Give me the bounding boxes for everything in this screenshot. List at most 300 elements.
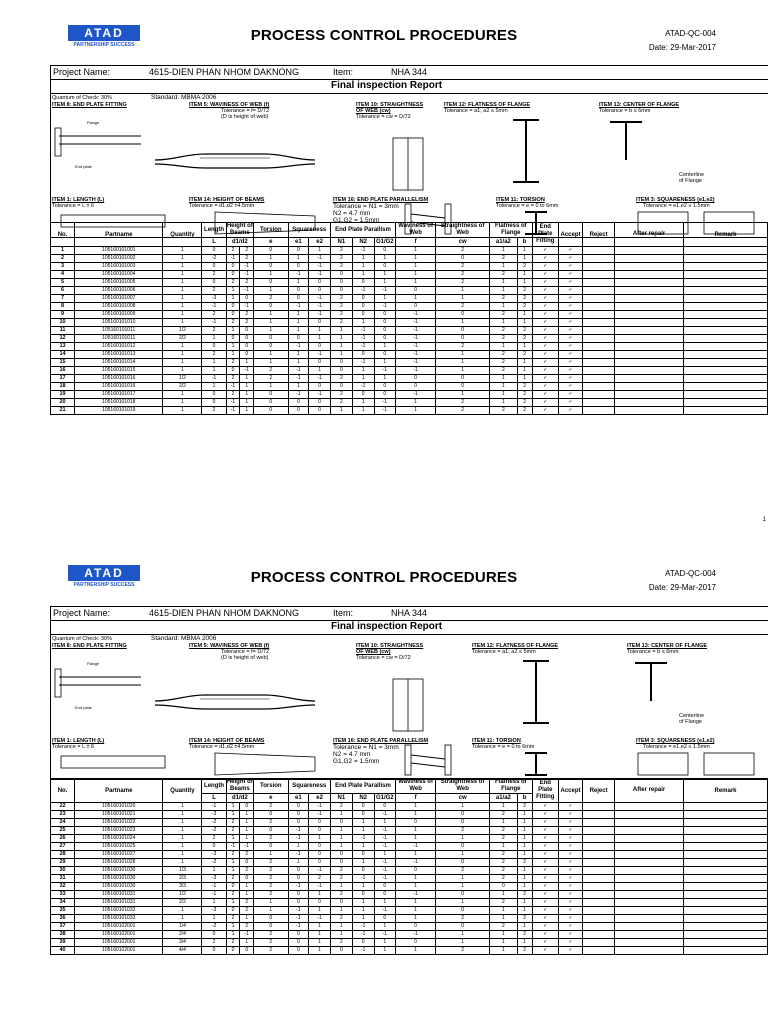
cell-value: -1 xyxy=(396,367,436,375)
cell-value: -1 xyxy=(374,287,395,295)
cell-value: 1 xyxy=(330,907,352,915)
cell-value: ✓ xyxy=(558,923,582,931)
cell-value: 1 xyxy=(517,867,532,875)
cell-value: 1 xyxy=(163,311,202,319)
cell-value: 1 xyxy=(374,271,395,279)
cell-value: -1 xyxy=(309,311,331,319)
cell-value: 4/4 xyxy=(163,947,202,955)
cell-value: 1 xyxy=(309,907,331,915)
cell-value: 0 xyxy=(309,859,331,867)
item16-tol1: Tolerance = N1 = 3mm xyxy=(333,744,399,751)
item3-tol: Tolerance = e1,e2 ≤ 1.5mm xyxy=(643,203,710,209)
cell-value: ✓ xyxy=(532,383,558,391)
part-name: 105160101007 xyxy=(75,295,163,303)
col-endplate: End Plate Parallism xyxy=(330,779,395,794)
cell-value: 0 xyxy=(240,343,254,351)
cell-value: -1 xyxy=(309,295,331,303)
cell-value: 1 xyxy=(517,319,532,327)
flange-label: Flange xyxy=(87,661,100,666)
cell-value: 1 xyxy=(396,255,436,263)
cell-value: 0 xyxy=(309,287,331,295)
cell-value: 0 xyxy=(330,819,352,827)
cell-value: 1 xyxy=(517,827,532,835)
cell-value: ✓ xyxy=(532,907,558,915)
cell-value: ✓ xyxy=(558,867,582,875)
cell-value: 1 xyxy=(517,907,532,915)
cell-value: ✓ xyxy=(558,407,582,415)
cell-value: 1 xyxy=(163,859,202,867)
empty-cell xyxy=(583,859,615,867)
part-name: 105160101010 xyxy=(75,319,163,327)
beam-height-diagram xyxy=(211,751,321,777)
cell-value: 2 xyxy=(490,811,518,819)
part-name: 105160101016 xyxy=(75,375,163,383)
i-beam-icon xyxy=(521,657,551,727)
cell-value: 2 xyxy=(517,891,532,899)
item-label: Item: xyxy=(333,608,354,618)
part-name: 105160102001 xyxy=(75,947,163,955)
empty-cell xyxy=(615,907,684,915)
cell-value: ✓ xyxy=(558,263,582,271)
cell-value: 2 xyxy=(202,327,226,335)
empty-cell xyxy=(583,367,615,375)
item16-title: ITEM 16: END PLATE PARALLELISM xyxy=(333,738,429,744)
item11-title: ITEM 11: TORSION xyxy=(472,738,521,744)
table-row xyxy=(51,319,768,327)
table-row xyxy=(51,939,768,947)
quantum-text: Quantum of Check: 30% xyxy=(52,636,112,642)
part-name: 105160101006 xyxy=(75,287,163,295)
cell-value: 0 xyxy=(240,803,254,811)
table-row xyxy=(51,835,768,843)
cell-value: 2 xyxy=(490,899,518,907)
cell-value: 0 xyxy=(309,843,331,851)
empty-cell xyxy=(583,835,615,843)
item11-tol: Tolerance = e = 0 to 6mm xyxy=(472,744,535,750)
cell-value: 2 xyxy=(226,375,240,383)
cell-value: 1 xyxy=(288,327,309,335)
cell-value: 1 xyxy=(396,263,436,271)
cell-value: 1/2 xyxy=(163,327,202,335)
cell-value: 0 xyxy=(288,247,309,255)
cell-value: -1 xyxy=(226,399,240,407)
sub-d: d1/d2 xyxy=(226,238,254,247)
cell-value: 0 xyxy=(309,279,331,287)
cell-value: 0 xyxy=(352,295,374,303)
cell-value: 2 xyxy=(240,247,254,255)
cell-value: -1 xyxy=(352,327,374,335)
cell-value: 1 xyxy=(396,827,436,835)
cell-value: 0 xyxy=(330,383,352,391)
cell-value: 1 xyxy=(352,375,374,383)
cell-value: 1 xyxy=(240,811,254,819)
cell-value: 1 xyxy=(396,295,436,303)
cell-value: 2/2 xyxy=(163,383,202,391)
table-row xyxy=(51,399,768,407)
item3-tol: Tolerance = e1,e2 ≤ 1.5mm xyxy=(643,744,710,750)
cell-value: 0 xyxy=(288,939,309,947)
item16-tol2: N2 = 4.7 mm xyxy=(333,751,371,758)
cell-value: 2 xyxy=(254,295,288,303)
cell-value: 1 xyxy=(163,359,202,367)
cell-value: -1 xyxy=(288,271,309,279)
empty-cell xyxy=(583,319,615,327)
row-number: 3 xyxy=(51,263,75,271)
empty-cell xyxy=(684,843,768,851)
cell-value: 0 xyxy=(352,811,374,819)
row-number: 5 xyxy=(51,279,75,287)
cell-value: ✓ xyxy=(532,375,558,383)
cell-value: 3/3 xyxy=(163,883,202,891)
cell-value: 0 xyxy=(374,803,395,811)
cell-value: -1 xyxy=(396,343,436,351)
cell-value: ✓ xyxy=(558,335,582,343)
part-name: 105160101023 xyxy=(75,827,163,835)
table-row xyxy=(51,843,768,851)
cell-value: 0 xyxy=(226,367,240,375)
cell-value: 2 xyxy=(330,867,352,875)
part-name: 105160101017 xyxy=(75,391,163,399)
sub-e: e xyxy=(254,238,288,247)
cell-value: ✓ xyxy=(532,399,558,407)
cell-value: 2 xyxy=(490,351,518,359)
empty-cell xyxy=(615,271,684,279)
centerline-label: Centerline xyxy=(679,713,705,719)
cell-value: 1 xyxy=(202,359,226,367)
cell-value: -1 xyxy=(352,875,374,883)
cell-value: 0 xyxy=(226,271,240,279)
empty-cell xyxy=(583,923,615,931)
cell-value: 1 xyxy=(330,327,352,335)
cell-value: 2 xyxy=(254,883,288,891)
cell-value: ✓ xyxy=(532,303,558,311)
sub-e2: e2 xyxy=(309,794,331,803)
item3-title: ITEM 3: SQUARENESS (e1,e2) xyxy=(636,197,715,203)
center-flange-diagram xyxy=(631,657,671,705)
cell-value: -1 xyxy=(288,343,309,351)
cell-value: ✓ xyxy=(558,819,582,827)
cell-value: 1 xyxy=(352,271,374,279)
cell-value: 0 xyxy=(374,391,395,399)
item10-tol: Tolerance = cw = D/72 xyxy=(356,114,411,120)
cell-value: 2 xyxy=(490,835,518,843)
empty-cell xyxy=(615,851,684,859)
cell-value: 0 xyxy=(288,295,309,303)
cell-value: 1 xyxy=(396,875,436,883)
cell-value: ✓ xyxy=(532,923,558,931)
item13-title: ITEM 13: CENTER OF FLANGE xyxy=(599,102,680,108)
cell-value: 2 xyxy=(240,851,254,859)
row-number: 19 xyxy=(51,391,75,399)
item5-tol: Tolerance = f= D/72 xyxy=(221,108,270,114)
col-remark: Remark xyxy=(684,223,768,247)
cell-value: 1 xyxy=(226,351,240,359)
cell-value: 1 xyxy=(396,271,436,279)
cell-value: 2 xyxy=(517,931,532,939)
cell-value: 1 xyxy=(163,271,202,279)
cell-value: 0 xyxy=(202,947,226,955)
cell-value: 2 xyxy=(436,915,490,923)
table-row xyxy=(51,391,768,399)
part-name: 105160101013 xyxy=(75,351,163,359)
table-row xyxy=(51,247,768,255)
cell-value: -1 xyxy=(396,891,436,899)
cell-value: 0 xyxy=(396,375,436,383)
cell-value: 2 xyxy=(254,375,288,383)
part-name: 105160101004 xyxy=(75,271,163,279)
cell-value: 1 xyxy=(396,899,436,907)
cell-value: 1 xyxy=(490,915,518,923)
cell-value: 0 xyxy=(309,399,331,407)
empty-cell xyxy=(615,899,684,907)
cell-value: 1 xyxy=(240,383,254,391)
empty-cell xyxy=(684,915,768,923)
logo-name: ATAD xyxy=(68,565,140,581)
cell-value: 2 xyxy=(490,875,518,883)
cell-value: 1 xyxy=(163,819,202,827)
table-row xyxy=(51,907,768,915)
empty-cell xyxy=(583,271,615,279)
cell-value: ✓ xyxy=(532,947,558,955)
cell-value: 1 xyxy=(490,819,518,827)
item10-tol: Tolerance = cw = D/72 xyxy=(356,655,411,661)
empty-cell xyxy=(583,303,615,311)
cell-value: ✓ xyxy=(558,271,582,279)
cell-value: 0 xyxy=(288,335,309,343)
cell-value: 2 xyxy=(330,939,352,947)
cell-value: 0 xyxy=(436,907,490,915)
item11-title: ITEM 11: TORSION xyxy=(496,197,545,203)
cell-value: ✓ xyxy=(558,811,582,819)
cell-value: 1 xyxy=(352,827,374,835)
row-number: 28 xyxy=(51,851,75,859)
cell-value: 1 xyxy=(163,843,202,851)
empty-cell xyxy=(684,303,768,311)
cell-value: 2 xyxy=(330,263,352,271)
table-row xyxy=(51,295,768,303)
sub-cw: cw xyxy=(436,794,490,803)
cell-value: 1 xyxy=(309,335,331,343)
empty-cell xyxy=(615,295,684,303)
cell-value: -1 xyxy=(352,931,374,939)
project-name: 4615-DIEN PHAN NHOM DAKNONG xyxy=(149,67,300,77)
project-row xyxy=(51,66,768,80)
table-row xyxy=(51,819,768,827)
cell-value: ✓ xyxy=(532,263,558,271)
empty-cell xyxy=(615,803,684,811)
cell-value: 0 xyxy=(309,319,331,327)
empty-cell xyxy=(615,947,684,955)
cell-value: -2 xyxy=(202,255,226,263)
cell-value: 1 xyxy=(330,923,352,931)
table-row xyxy=(51,359,768,367)
cell-value: ✓ xyxy=(532,859,558,867)
empty-cell xyxy=(615,367,684,375)
sub-d: d1/d2 xyxy=(226,794,254,803)
cell-value: 1 xyxy=(254,311,288,319)
cell-value: ✓ xyxy=(532,851,558,859)
cell-value: 0 xyxy=(202,391,226,399)
cell-value: 0 xyxy=(374,335,395,343)
report-frame xyxy=(50,65,768,238)
cell-value: -3 xyxy=(202,811,226,819)
cell-value: 0 xyxy=(288,819,309,827)
cell-value: 1 xyxy=(309,247,331,255)
cell-value: 0 xyxy=(374,327,395,335)
cell-value: 1 xyxy=(240,391,254,399)
empty-cell xyxy=(684,311,768,319)
cell-value: 0 xyxy=(330,271,352,279)
cell-value: 0 xyxy=(254,335,288,343)
table-row xyxy=(51,859,768,867)
doc-info xyxy=(649,27,716,55)
cell-value: ✓ xyxy=(558,931,582,939)
cell-value: 0 xyxy=(352,303,374,311)
cell-value: -1 xyxy=(309,867,331,875)
cell-value: 3/4 xyxy=(163,939,202,947)
cell-value: 1 xyxy=(163,851,202,859)
doc-date: Date: 29-Mar-2017 xyxy=(648,583,716,592)
col-squareness: Squareness xyxy=(288,779,330,794)
cell-value: 1 xyxy=(490,907,518,915)
row-number: 2 xyxy=(51,255,75,263)
cell-value: 1 xyxy=(517,939,532,947)
col-flatness: Flatness of Flange xyxy=(490,223,532,238)
project-label: Project Name: xyxy=(53,608,111,618)
cell-value: 1 xyxy=(240,399,254,407)
cell-value: -1 xyxy=(288,915,309,923)
cell-value: 0 xyxy=(352,891,374,899)
row-number: 30 xyxy=(51,867,75,875)
table-row xyxy=(51,271,768,279)
cell-value: ✓ xyxy=(558,391,582,399)
empty-cell xyxy=(684,319,768,327)
cell-value: 1 xyxy=(490,843,518,851)
part-name: 105160101012 xyxy=(75,343,163,351)
cell-value: 1 xyxy=(517,875,532,883)
item12-tol: Tolerance = a1, a2 ≤ 5mm xyxy=(472,649,536,655)
cell-value: 1 xyxy=(288,279,309,287)
table-row xyxy=(51,827,768,835)
cell-value: -3 xyxy=(202,875,226,883)
centerline-label: Centerline xyxy=(679,172,705,178)
col-accept: Accept xyxy=(558,223,582,247)
cell-value: 1 xyxy=(288,319,309,327)
cell-value: 0 xyxy=(254,391,288,399)
cell-value: 0 xyxy=(254,923,288,931)
cell-value: ✓ xyxy=(532,843,558,851)
cell-value: 1 xyxy=(490,375,518,383)
cell-value: 1 xyxy=(490,383,518,391)
empty-cell xyxy=(615,335,684,343)
cell-value: ✓ xyxy=(558,287,582,295)
item12-tol: Tolerance = a1, a2 ≤ 5mm xyxy=(444,108,508,114)
item11-tol: Tolerance = e = 0 to 6mm xyxy=(496,203,559,209)
cell-value: 2 xyxy=(330,295,352,303)
cell-value: 1 xyxy=(254,327,288,335)
empty-cell xyxy=(583,947,615,955)
empty-cell xyxy=(615,883,684,891)
cell-value: 2 xyxy=(436,399,490,407)
item14-tol: Tolerance = d1,d2 ±4.5mm xyxy=(189,744,255,750)
project-label: Project Name: xyxy=(53,67,111,77)
cell-value: 1 xyxy=(288,383,309,391)
doc-date: Date: 29-Mar-2017 xyxy=(648,43,716,52)
col-fitting: End Plate Fitting xyxy=(532,779,558,803)
cell-value: 1 xyxy=(163,255,202,263)
empty-cell xyxy=(583,907,615,915)
cell-value: ✓ xyxy=(558,947,582,955)
cell-value: 0 xyxy=(352,351,374,359)
cell-value: -1 xyxy=(396,311,436,319)
cell-value: 1 xyxy=(490,939,518,947)
cell-value: ✓ xyxy=(532,875,558,883)
cell-value: -1 xyxy=(288,835,309,843)
cell-value: 1 xyxy=(202,899,226,907)
page-title: PROCESS CONTROL PROCEDURES xyxy=(250,569,518,586)
cell-value: 2 xyxy=(517,391,532,399)
empty-cell xyxy=(583,375,615,383)
item13-tol: Tolerance = b ≤ 6mm xyxy=(599,108,651,114)
cell-value: 0 xyxy=(240,327,254,335)
sub-n1: N1 xyxy=(330,238,352,247)
sub-n2: N2 xyxy=(352,794,374,803)
cell-value: -1 xyxy=(352,359,374,367)
cell-value: 0 xyxy=(226,303,240,311)
cell-value: 0 xyxy=(288,891,309,899)
cell-value: 1 xyxy=(202,867,226,875)
cell-value: 1 xyxy=(163,303,202,311)
cell-value: 1 xyxy=(374,819,395,827)
cell-value: -1 xyxy=(240,303,254,311)
cell-value: 0 xyxy=(202,247,226,255)
cell-value: -1 xyxy=(202,883,226,891)
cell-value: 1 xyxy=(374,851,395,859)
cell-value: 0 xyxy=(352,311,374,319)
cell-value: ✓ xyxy=(558,851,582,859)
cell-value: 1 xyxy=(330,835,352,843)
part-name: 105160101011 xyxy=(75,335,163,343)
empty-cell xyxy=(684,859,768,867)
empty-cell xyxy=(684,851,768,859)
cell-value: -1 xyxy=(202,891,226,899)
empty-cell xyxy=(615,351,684,359)
table-row xyxy=(51,883,768,891)
empty-cell xyxy=(684,835,768,843)
empty-cell xyxy=(684,287,768,295)
cell-value: 2 xyxy=(240,867,254,875)
cell-value: -1 xyxy=(288,883,309,891)
cell-value: 2 xyxy=(240,907,254,915)
cell-value: ✓ xyxy=(532,271,558,279)
item16-title: ITEM 16: END PLATE PARALLELISM xyxy=(333,197,429,203)
cell-value: ✓ xyxy=(558,247,582,255)
empty-cell xyxy=(684,811,768,819)
cell-value: 0 xyxy=(288,867,309,875)
empty-cell xyxy=(684,263,768,271)
row-number: 22 xyxy=(51,803,75,811)
cell-value: 0 xyxy=(254,843,288,851)
cell-value: 2 xyxy=(202,311,226,319)
torsion-diagram xyxy=(521,751,551,777)
table-row xyxy=(51,351,768,359)
cell-value: -1 xyxy=(309,255,331,263)
cell-value: ✓ xyxy=(532,811,558,819)
cell-value: 1 xyxy=(163,915,202,923)
sub-l: L xyxy=(202,794,226,803)
cell-value: ✓ xyxy=(558,303,582,311)
endplate-label: End plate xyxy=(75,164,92,169)
